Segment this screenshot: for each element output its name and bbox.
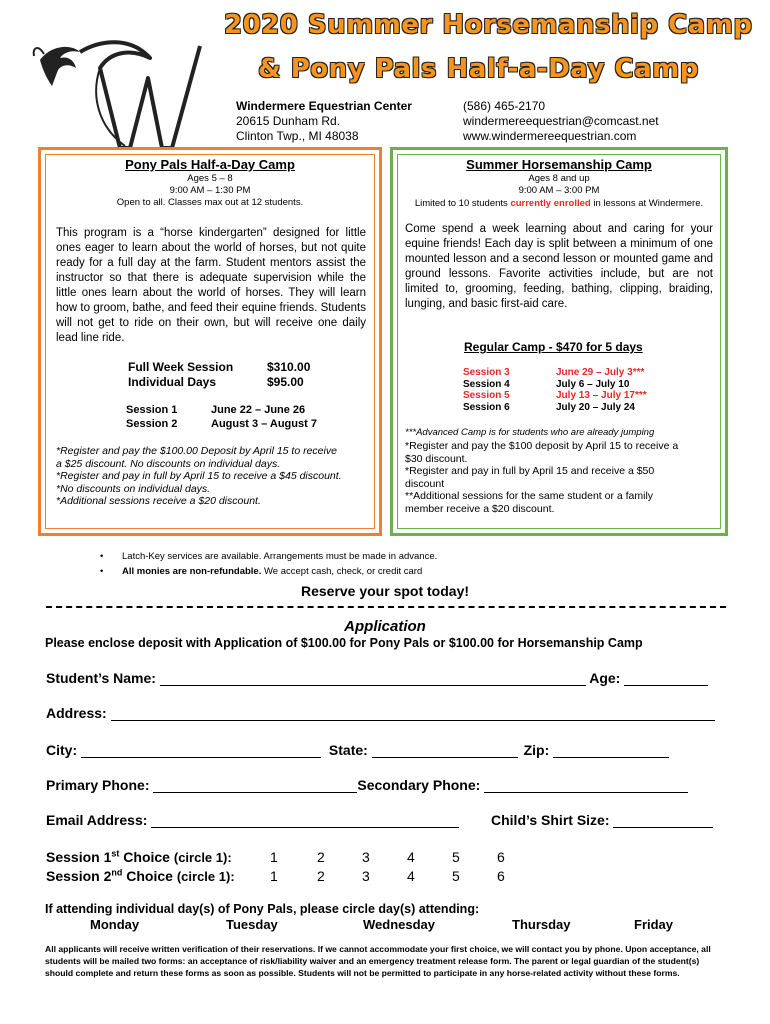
pony-limit: Open to all. Classes max out at 12 students. [116,197,304,208]
second-choice-row [46,867,235,884]
center-city: Clinton Twp., MI 48038 [236,129,359,143]
primary-phone-label: Primary Phone: [46,777,150,793]
session-row [126,403,317,417]
bullet-text: Latch-Key services are available. Arrangements must be made in advance. [122,551,438,562]
summer-limit-pre: Limited to 10 students [414,198,511,209]
price-label: Individual Days [128,375,217,389]
center-address: 20615 Dunham Rd. [236,114,341,128]
pony-note: *No discounts on individual days. [56,482,211,495]
shirt-input[interactable] [613,813,713,828]
pony-ages: Ages 5 – 8 [187,173,233,184]
student-name-label: Student’s Name: [46,670,156,686]
bullet-icon: • [100,566,104,577]
choice-number[interactable]: 5 [452,849,460,865]
center-phone: (586) 465-2170 [463,99,546,113]
choice-number[interactable]: 1 [270,868,278,884]
session-label: Session 4 [463,378,510,390]
summer-limit-red: currently enrolled [510,198,591,209]
footer-notice: All applicants will receive written verification of their reservations. If we cannot accommodate your first choice, we will contact you by phone. Upon acceptance, all students will be mailed two forms: an acceptance of risk/liability waiver and an emergency treatment release form. The parent or legal guardian of the student(s) should complete and return these forms as soon as possible. Students will not be permitted to participate in any horse-related activity without these forms. [45,944,711,978]
reserve-heading: Reserve your spot today! [300,583,470,599]
day-option[interactable]: Thursday [512,917,571,932]
summer-note: $30 discount. [405,452,468,465]
session-dates: July 20 – July 24 [556,401,635,413]
regular-camp: Regular Camp - $470 for 5 days [464,340,643,354]
choice-number[interactable]: 2 [317,849,325,865]
first-choice-row [46,848,232,865]
pony-note: *Register and pay the $100.00 Deposit by April 15 to receive [56,445,337,457]
session-label: Session 3 [463,367,510,378]
choice-number[interactable]: 6 [497,868,505,884]
summer-note: **Additional sessions for the same student or a family [405,490,654,502]
first-choice-post: Choice [119,848,170,865]
shirt-row [491,812,713,828]
session-row [463,367,647,379]
session-row [463,390,647,402]
day-option[interactable]: Tuesday [226,917,278,932]
day-option[interactable]: Wednesday [363,917,436,932]
pony-time: 9:00 AM – 1:30 PM [169,185,251,196]
choice-number[interactable]: 3 [362,849,370,865]
age-input[interactable] [624,671,708,686]
summer-note: *Register and pay in full by April 15 and receive a $50 [405,465,655,477]
title-line-1: 2020 Summer Horsemanship Camp [224,10,753,40]
session-dates: August 3 – August 7 [211,418,317,430]
advanced-note: ***Advanced Camp is for students who are already jumping [405,427,655,438]
address-label: Address: [46,705,107,721]
windermere-logo [30,38,220,153]
center-email[interactable]: windermereequestrian@comcast.net [463,114,659,128]
summer-time: 9:00 AM – 3:00 PM [518,185,600,196]
email-input[interactable] [151,813,459,828]
pony-description: This program is a “horse kindergarten” designed for little ones eager to learn about the world of horses, but not quite ready for a full day at the farm. Student mentors assist the instructor so that there is adequate supervision while the little ones learn about the world of horses. They will learn how to groom, bathe, and feed their equine friends. Students will not get to ride on their own, but will receive one daily lead line ride. [56,227,366,344]
day-option[interactable]: Friday [634,917,674,932]
bullet-list [100,549,437,579]
address-input[interactable] [111,706,715,721]
first-choice-pre: Session 1 [46,848,112,865]
age-label: Age: [589,670,621,686]
summer-note: discount [405,477,445,490]
session-label: Session 6 [463,401,510,413]
secondary-phone-input[interactable] [484,778,688,793]
student-name-row [46,670,708,686]
summer-note: member receive a $20 discount. [405,502,555,515]
bullet-item [100,549,437,564]
application-title: Application [344,618,426,635]
pony-notes [56,445,342,508]
price-row [128,360,310,375]
price-row [128,375,310,390]
choice-number[interactable]: 2 [317,868,325,884]
primary-phone-input[interactable] [153,778,357,793]
state-input[interactable] [372,743,518,758]
zip-input[interactable] [553,743,669,758]
title-line-2: & Pony Pals Half-a-Day Camp [258,54,699,84]
pony-note: *Additional sessions receive a $20 discount. [56,495,261,507]
session-label: Session 2 [126,418,178,430]
session-dates: June 22 – June 26 [211,404,306,416]
cut-line [46,606,726,608]
choice-number[interactable]: 3 [362,868,370,884]
email-row [46,812,459,828]
center-online [463,99,659,144]
bullet-rest: We accept cash, check, or credit card [261,566,423,577]
summer-note: *Register and pay the $100 deposit by April 15 to receive a [405,440,679,452]
price-value: $310.00 [267,360,311,374]
session-dates: June 29 – July 3*** [556,367,645,378]
choice-number[interactable]: 4 [407,849,415,865]
choice-number[interactable]: 5 [452,868,460,884]
pony-title: Pony Pals Half-a-Day Camp [125,157,295,172]
choice-number[interactable]: 1 [270,849,278,865]
first-choice-circle: (circle 1): [173,849,232,865]
bullet-icon: • [100,551,104,562]
day-option[interactable]: Monday [90,917,140,932]
summer-notes [405,440,678,515]
state-label: State: [328,742,368,758]
session-dates: July 13 – July 17*** [556,390,647,401]
bullet-item [100,564,437,579]
email-label: Email Address: [46,812,148,828]
session-label: Session 1 [126,404,178,416]
city-input[interactable] [81,743,321,758]
deposit-instructions: Please enclose deposit with Application of $100.00 for Pony Pals or $100.00 for Horsemanship Camp [45,636,643,650]
bullet-bold: All monies are non-refundable. [122,566,262,577]
summer-ages: Ages 8 and up [528,173,590,184]
second-choice-post: Choice [122,867,173,884]
secondary-phone-label: Secondary Phone: [357,777,481,793]
pony-sessions [126,403,317,431]
second-choice-sup: nd [111,867,123,877]
days-prompt: If attending individual day(s) of Pony Pals, please circle day(s) attending: [45,902,480,916]
second-choice-pre: Session 2 [46,867,112,884]
choice-number[interactable]: 4 [407,868,415,884]
city-label: City: [46,742,78,758]
summer-limit-post: in lessons at Windermere. [590,198,704,209]
summer-sessions [463,367,647,413]
center-name: Windermere Equestrian Center [236,99,412,113]
price-label: Full Week Session [128,360,234,374]
center-contact [236,99,412,144]
pony-prices [128,360,310,390]
pony-note: *Register and pay in full by April 15 to receive a $45 discount. [56,470,342,482]
address-row [46,705,715,721]
summer-description: Come spend a week learning about and caring for your equine friends! Each day is split between a minimum of one mounted lesson and a second lesson or mounted game and ground lessons. Favorite activities include, but are not limited to, grooming, feeding, bathing, clipping, braiding, lunging, and basic first-aid care. [405,223,713,310]
center-website[interactable]: www.windermereequestrian.com [463,129,637,143]
student-name-input[interactable] [160,671,586,686]
session-dates: July 6 – July 10 [556,378,630,390]
session-row [463,402,647,414]
choice-number[interactable]: 6 [497,849,505,865]
zip-label: Zip: [523,742,550,758]
price-value: $95.00 [267,375,304,389]
session-label: Session 5 [463,390,510,401]
session-row [126,417,317,431]
second-choice-circle: (circle 1): [176,868,235,884]
phone-row [46,777,688,793]
pony-note: a $25 discount. No discounts on individual days. [56,457,281,470]
session-row [463,379,647,391]
first-choice-label [46,849,232,865]
days-row [0,917,770,935]
summer-title: Summer Horsemanship Camp [466,157,652,172]
city-row [46,742,669,758]
summer-limit [390,198,728,210]
shirt-label: Child’s Shirt Size: [491,812,610,828]
first-choice-sup: st [111,848,120,858]
second-choice-label [46,868,235,884]
